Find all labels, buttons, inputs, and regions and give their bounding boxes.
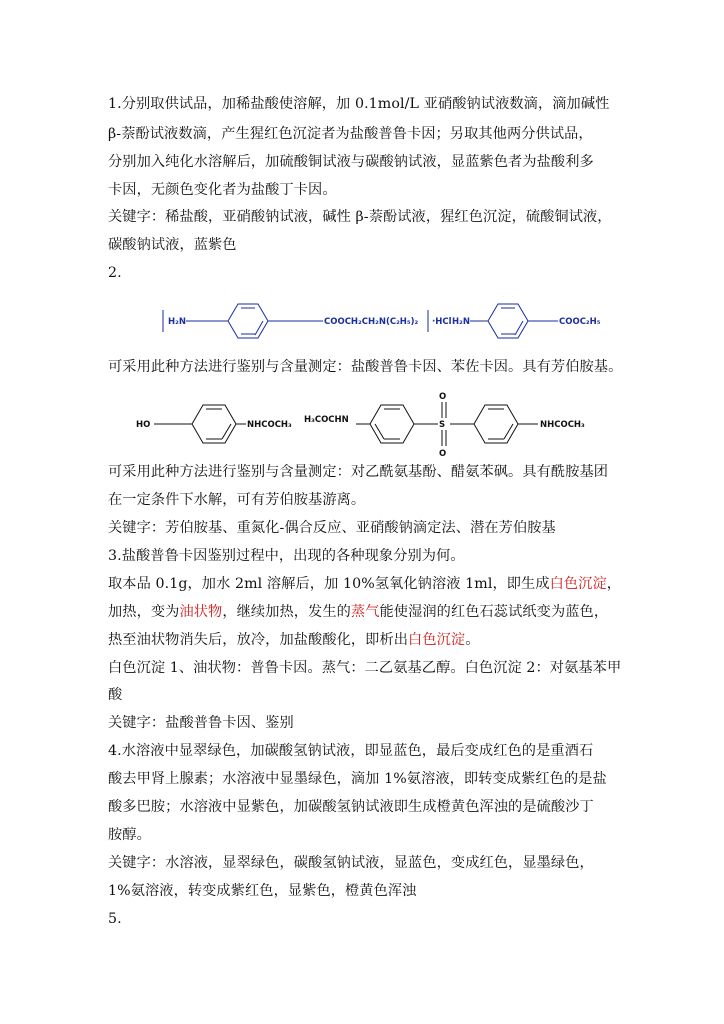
s1-right-amine: H₂N: [452, 317, 470, 327]
q2-keywords: 关键字：芳伯胺基、重氮化-偶合反应、亚硝酸钠滴定法、潜在芳伯胺基: [108, 520, 556, 536]
s2-amide-far-right: NHCOCH₃: [540, 420, 585, 430]
s1-ester-chain: COOCH₂CH₂N(C₂H₅)₂: [324, 317, 419, 327]
q3-oily-substance: 油状物: [179, 604, 223, 620]
q4-line-2: 酸去甲肾上腺素；水溶液中显墨绿色，滴加 1%氨溶液，即转变成紫红色的是盐: [108, 771, 607, 787]
q2-text-1: 可采用此种方法进行鉴别与含量测定：盐酸普鲁卡因、苯佐卡因。具有芳伯胺基。: [108, 359, 623, 375]
s2-oxygen-bottom: O: [439, 449, 447, 459]
q2-text-2-line-2: 在一定条件下水解，可有芳伯胺基游离。: [108, 492, 366, 508]
q4-line-3: 酸多巴胺；水溶液中显紫色，加碳酸氢钠试液即生成橙黄色浑浊的是硫酸沙丁: [108, 799, 594, 815]
q3-title: 3.盐酸普鲁卡因鉴别过程中，出现的各种现象分别为何。: [108, 548, 465, 564]
structure-procaine-benzocaine: [156, 290, 601, 352]
q4-keywords-1: 关键字：水溶液，显翠绿色，碳酸氢钠试液，显蓝色，变成红色，显墨绿色，: [108, 855, 594, 871]
q3-line-1-b: ，: [606, 576, 622, 592]
q3-white-precipitate-2: 白色沉淀: [408, 632, 466, 648]
q3-vapor: 蒸气: [350, 604, 380, 620]
q3-line-2-a: 加热，变为: [108, 604, 180, 620]
q4-keywords-2: 1%氨溶液，转变成紫红色，显紫色，橙黄色浑浊: [108, 883, 417, 899]
q3-keywords: 关键字：盐酸普鲁卡因、鉴别: [108, 715, 294, 731]
s1-left-amine: H₂N: [168, 317, 186, 327]
s2-sulfur: S: [439, 420, 446, 430]
q4-line-4: 胺醇。: [108, 827, 151, 843]
q3-answer-1: 白色沉淀 1、油状物：普鲁卡因。蒸气：二乙氨基乙醇。白色沉淀 2：对氨基苯甲: [108, 660, 622, 676]
q3-line-3: [108, 630, 480, 650]
q3-line-1: [108, 574, 621, 594]
q1-line-3: 分别加入纯化水溶解后，加硫酸铜试液与碳酸钠试液，显蓝紫色者为盐酸利多: [108, 154, 594, 170]
s1-right-ester: COOC₂H₅: [559, 317, 601, 327]
s2-amide-left: NHCOCH₃: [247, 420, 292, 430]
q3-line-3-b: 。: [465, 632, 480, 648]
q2-number: 2.: [108, 265, 122, 281]
s2-amide-right-prefix: H₃COCHN: [304, 415, 349, 425]
q1-keywords-2: 碳酸钠试液，蓝紫色: [108, 237, 237, 253]
s2-oxygen-top: O: [439, 392, 447, 402]
q1-line-1: 1.分别取供试品，加稀盐酸使溶解，加 0.1mol/L 亚硝酸钠试液数滴，滴加碱性: [108, 96, 610, 112]
q4-line-1: 4.水溶液中显翠绿色，加碳酸氢钠试液，即显蓝色，最后变成红色的是重酒石: [108, 743, 594, 759]
q1-line-4: 卡因，无颜色变化者为盐酸丁卡因。: [108, 182, 337, 198]
q3-line-3-a: 热至油状物消失后，放冷，加盐酸酸化，即析出: [108, 632, 409, 648]
q5-number: 5.: [108, 911, 122, 927]
s2-hydroxy: HO: [136, 420, 151, 430]
q3-white-precipitate-1: 白色沉淀: [549, 576, 607, 592]
q3-line-2-b: ，继续加热，发生的: [222, 604, 351, 620]
s1-salt: ·HCl: [432, 317, 452, 327]
q3-answer-2: 酸: [108, 687, 123, 703]
structure-paracetamol-acedapsone: [134, 382, 614, 468]
q3-line-1-a: 取本品 0.1g，加水 2ml 溶解后，加 10%氢氧化钠溶液 1ml，即生成: [108, 576, 550, 592]
q3-line-2: [108, 602, 608, 622]
q1-keywords-1: 关键字：稀盐酸，亚硝酸钠试液，碱性 β-萘酚试液，猩红色沉淀，硫酸铜试液，: [108, 209, 612, 225]
q3-line-2-c: 能使湿润的红色石蕊试纸变为蓝色，: [379, 604, 609, 620]
q2-text-2-line-1: 可采用此种方法进行鉴别与含量测定：对乙酰氨基酚、醋氨苯砜。具有酰胺基团: [108, 464, 609, 480]
q1-line-2: β-萘酚试液数滴，产生猩红色沉淀者为盐酸普鲁卡因；另取其他两分供试品，: [108, 126, 593, 142]
